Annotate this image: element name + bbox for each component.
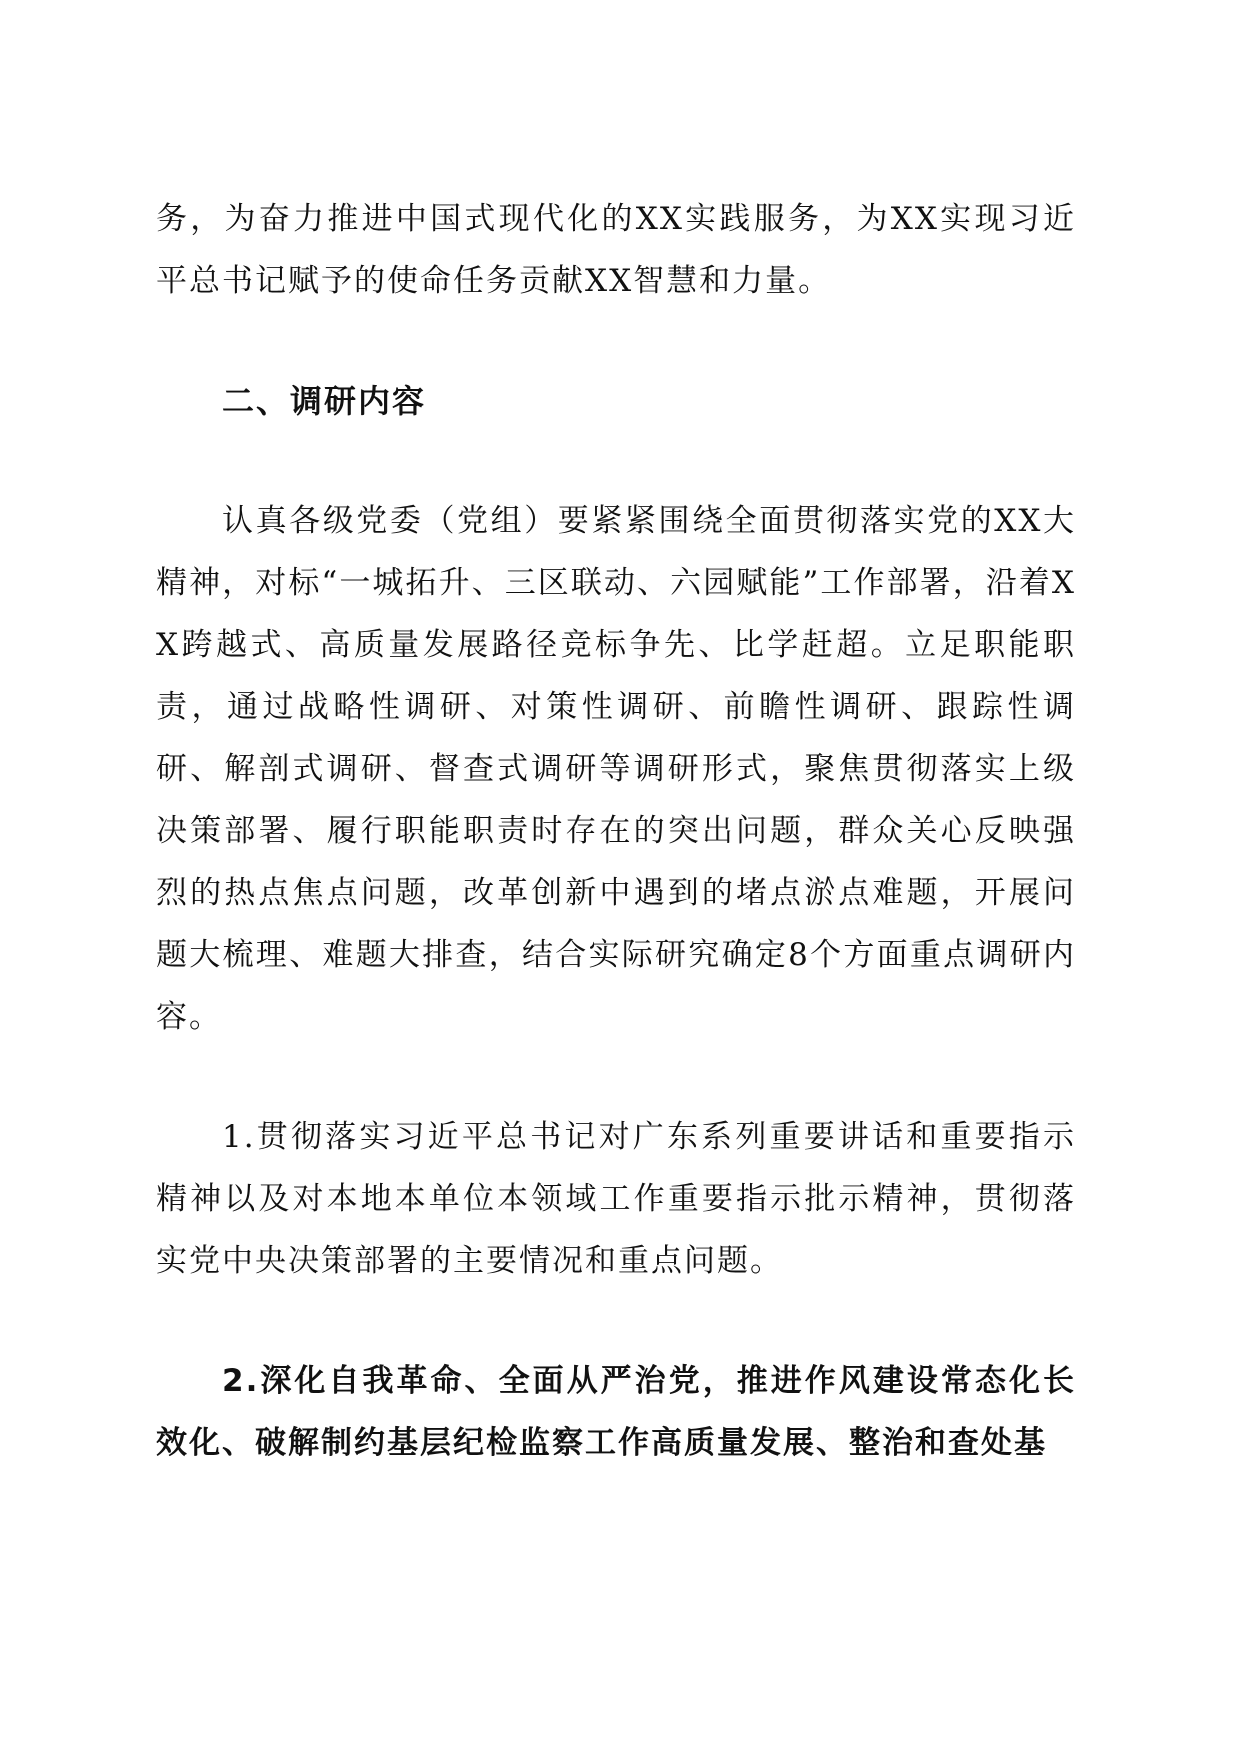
- section-heading: 二、调研内容: [222, 382, 427, 420]
- section-body-paragraph: 认真各级党委（党组）要紧紧围绕全面贯彻落实党的XX大精神，对标“一城拓升、三区联动、六园赋能”工作部署，沿着XX跨越式、高质量发展路径竞标争先、比学赶超。立足职能职责，通过战略性调研、对策性调研、前瞻性调研、跟踪性调研、解剖式调研、督查式调研等调研形式，聚焦贯彻落实上级决策部署、履行职能职责时存在的突出问题，群众关心反映强烈的热点焦点问题，改革创新中遇到的堵点淤点难题，开展问题大梳理、难题大排查，结合实际研究确定8个方面重点调研内容。: [156, 503, 1076, 1035]
- item-1-paragraph: 1.贯彻落实习近平总书记对广东系列重要讲话和重要指示精神以及对本地本单位本领域工作重要指示批示精神，贯彻落实党中央决策部署的主要情况和重点问题。: [156, 1119, 1076, 1279]
- document-body: [156, 188, 1076, 1474]
- intro-continuation-paragraph: 务，为奋力推进中国式现代化的XX实践服务，为XX实现习近平总书记赋予的使命任务贡献XX智慧和力量。: [156, 201, 1076, 299]
- item-2-paragraph: 2.深化自我革命、全面从严治党，推进作风建设常态化长效化、破解制约基层纪检监察工作高质量发展、整治和查处基: [156, 1363, 1076, 1461]
